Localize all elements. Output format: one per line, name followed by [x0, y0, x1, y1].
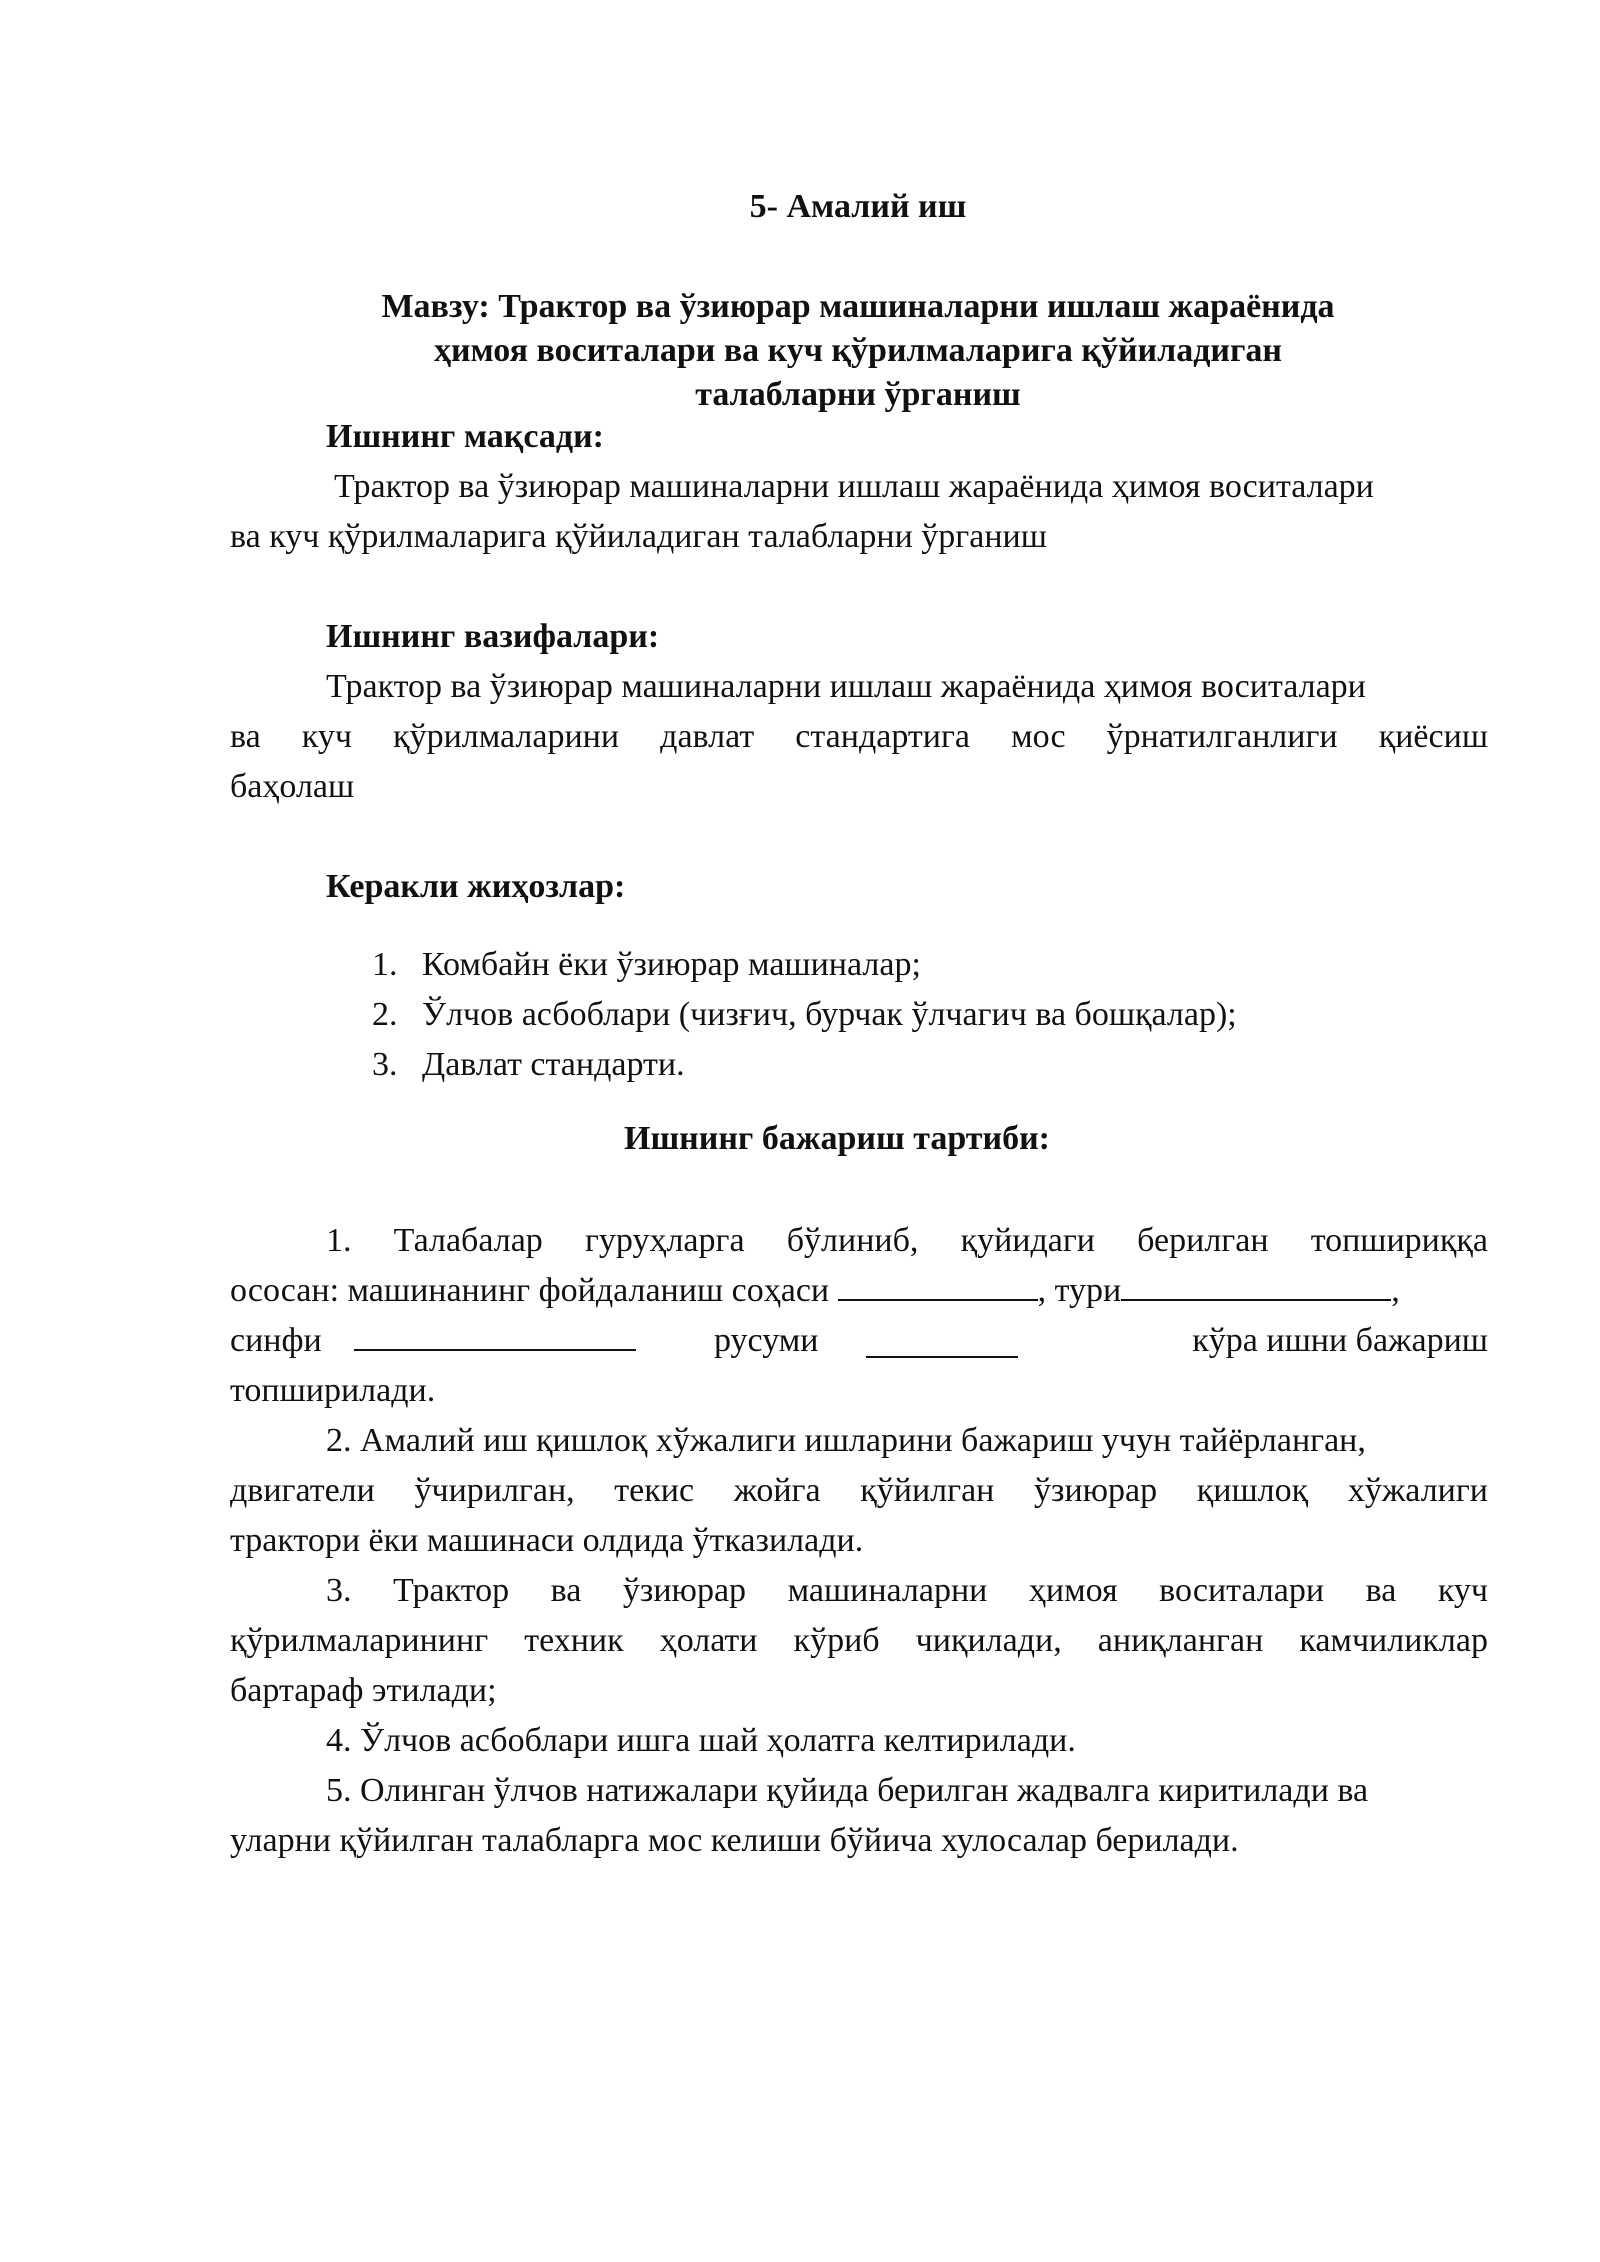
model-field-blank — [866, 1328, 1018, 1358]
tasks-text-line-3: баҳолаш — [230, 768, 355, 805]
equipment-item-text: Комбайн ёки ўзиюрар машиналар; — [422, 946, 921, 983]
equipment-item-text: Ўлчов асбоблари (чизғич, бурчак ўлчагич ва бошқалар); — [422, 996, 1237, 1033]
tasks-text-line-1: Трактор ва ўзиюрар машиналарни ишлаш жараёнида ҳимоя воситалари — [326, 668, 1366, 705]
topic-line-2: ҳимоя воситалари ва куч қўрилмаларига қўйиладиган — [433, 332, 1283, 369]
procedure-step-1-line-3 — [230, 1316, 1488, 1366]
equipment-item-number: 1. — [372, 946, 398, 983]
topic-line-1: Мавзу: Трактор ва ўзиюрар машиналарни ишлаш жараёнида — [381, 288, 1335, 325]
equipment-item-number: 2. — [372, 996, 398, 1033]
step-1-text-end: кўра ишни бажариш — [1192, 1322, 1488, 1359]
procedure-step-2-line-3: трактори ёки машинаси олдида ўтказилади. — [230, 1522, 864, 1559]
procedure-heading: Ишнинг бажариш тартиби: — [624, 1120, 1050, 1157]
class-field-blank — [354, 1321, 636, 1351]
equipment-item — [372, 990, 1237, 1040]
tasks-heading: Ишнинг вазифалари: — [326, 618, 660, 655]
procedure-step-3-line-3: бартараф этилади; — [230, 1672, 497, 1709]
class-field-label: синфи — [230, 1322, 322, 1359]
usage-field-label: ососан: машинанинг фойдаланиш соҳаси — [230, 1272, 830, 1309]
type-field-blank — [1121, 1271, 1391, 1301]
procedure-step-1-line-2 — [230, 1266, 1400, 1316]
punctuation: , — [1391, 1272, 1400, 1309]
procedure-step-4-line-1: 4. Ўлчов асбоблари ишга шай ҳолатга келтирилади. — [326, 1722, 1076, 1759]
equipment-heading: Керакли жиҳозлар: — [326, 868, 626, 905]
type-field-label: , тури — [1037, 1272, 1122, 1309]
page-title: 5- Амалий иш — [749, 188, 967, 225]
tasks-text-line-2: ва куч қўрилмаларини давлат стандартига мос ўрнатилганлиги қиёсиш — [230, 718, 1488, 755]
topic-line-3: талабларни ўрганиш — [695, 376, 1021, 413]
equipment-item — [372, 1040, 685, 1090]
goal-heading: Ишнинг мақсади: — [326, 418, 604, 455]
procedure-step-1-line-1: 1. Талабалар гуруҳларга бўлиниб, қуйидаги берилган топшириққа — [326, 1222, 1488, 1259]
equipment-item-text: Давлат стандарти. — [422, 1046, 685, 1083]
procedure-step-3-line-2: қўрилмаларининг техник ҳолати кўриб чиқилади, аниқланган камчиликлар — [230, 1622, 1488, 1659]
procedure-step-5-line-2: уларни қўйилган талабларга мос келиши бўйича хулосалар берилади. — [230, 1822, 1239, 1859]
procedure-step-2-line-1: 2. Амалий иш қишлоқ хўжалиги ишларини бажариш учун тайёрланган, — [326, 1422, 1366, 1459]
model-field-label: русуми — [714, 1322, 819, 1359]
procedure-step-1-line-4: топширилади. — [230, 1372, 436, 1409]
procedure-step-3-line-1: 3. Трактор ва ўзиюрар машиналарни ҳимоя воситалари ва куч — [326, 1572, 1488, 1609]
procedure-step-2-line-2: двигатели ўчирилган, текис жойга қўйилган ўзиюрар қишлоқ хўжалиги — [230, 1472, 1488, 1509]
equipment-item-number: 3. — [372, 1046, 398, 1083]
goal-text-line-2: ва куч қўрилмаларига қўйиладиган талабларни ўрганиш — [230, 518, 1047, 555]
usage-field-blank — [838, 1271, 1038, 1301]
equipment-item — [372, 940, 921, 990]
procedure-step-5-line-1: 5. Олинган ўлчов натижалари қуйида берилган жадвалга киритилади ва — [326, 1772, 1369, 1809]
goal-text-line-1: Трактор ва ўзиюрар машиналарни ишлаш жараёнида ҳимоя воситалари — [334, 468, 1374, 505]
